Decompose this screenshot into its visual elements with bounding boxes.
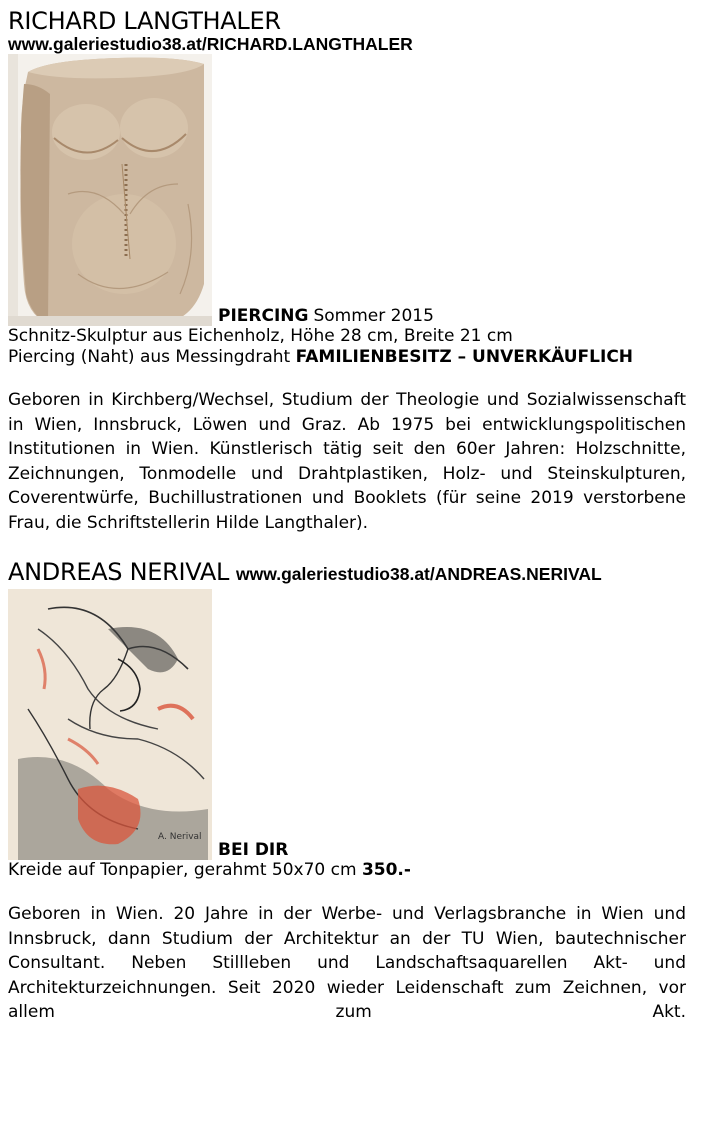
artist-section-nerival <box>8 557 686 1025</box>
artwork-date: Sommer 2015 <box>313 306 434 326</box>
artist-name-heading: ANDREAS NERIVAL <box>8 558 230 586</box>
artist-header-row <box>8 557 686 587</box>
artwork-row <box>8 54 686 326</box>
artwork-details-line: Schnitz-Skulptur aus Eichenholz, Höhe 28 cm, Breite 21 cm <box>8 326 513 346</box>
artwork-title: BEI DIR <box>218 840 289 860</box>
artwork-details-line <box>8 860 686 881</box>
artwork-material-text: Piercing (Naht) aus Messingdraht <box>8 347 291 367</box>
artwork-status-badge: FAMILIENBESITZ – UNVERKÄUFLICH <box>295 347 634 367</box>
artist-name-heading: RICHARD LANGTHALER <box>8 7 281 35</box>
artist-url-link[interactable]: www.galeriestudio38.at/ANDREAS.NERIVAL <box>236 564 602 584</box>
sculpture-photo <box>8 54 212 326</box>
artist-section-langthaler <box>8 6 686 535</box>
artist-bio: Geboren in Kirchberg/Wechsel, Studium der Theologie und Sozialwissenschaft in Wien, Innsbruck, Löwen und Graz. Ab 1975 bei entwicklungspolitischen Institutionen in Wien. Künstlerisch tätig seit den 60er Jahren: Holzschnitte, Zeichnungen, Tonmodelle und Drahtplastiken, Holz- und Steinskulpturen, Coverentwürfe, Buchillustrationen und Booklets (für seine 2019 verstorbene Frau, die Schriftstellerin Hilde Langthaler). <box>8 390 686 533</box>
artwork-price: 350.- <box>361 860 411 880</box>
artist-bio: Geboren in Wien. 20 Jahre in der Werbe- und Verlagsbranche in Wien und Innsbruck, dann Studium der Architektur an der TU Wien, bautechnischer Consultant. Neben Stillleben und Landschaftsaquarellen Akt- und Architekturzeichnungen. Seit 2020 wieder Leidenschaft zum Zeichnen, vor allem zum Akt. <box>8 904 686 1022</box>
document-page <box>8 6 686 1025</box>
artwork-title: PIERCING <box>218 306 309 326</box>
artwork-details-text: Kreide auf Tonpapier, gerahmt 50x70 cm <box>8 860 357 880</box>
drawing-photo <box>8 589 212 860</box>
artwork-material-line <box>8 347 686 368</box>
artwork-row <box>8 589 686 860</box>
drawing-signature: A. Nerival <box>158 832 202 842</box>
artist-url-link[interactable]: www.galeriestudio38.at/RICHARD.LANGTHALER <box>8 34 413 54</box>
